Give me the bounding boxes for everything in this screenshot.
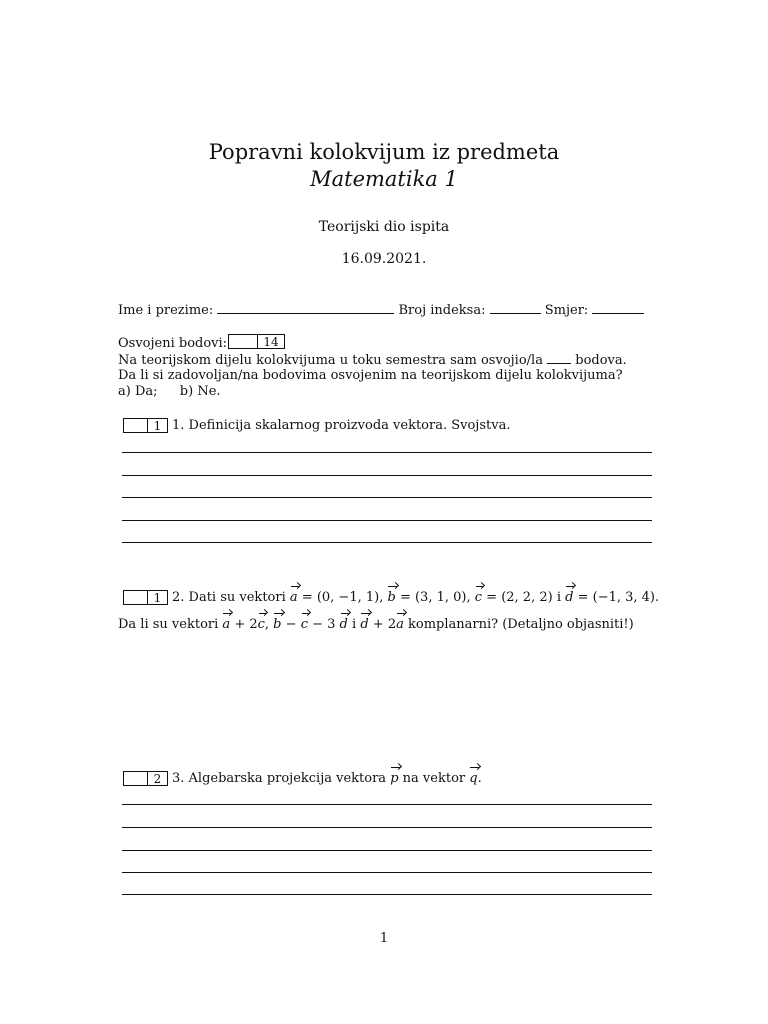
vector-c: c: [300, 617, 308, 632]
operator: −: [285, 617, 297, 632]
exam-title: Popravni kolokvijum iz predmeta: [208, 140, 560, 164]
task3-prefix: 3. Algebarska projekcija vektora: [172, 771, 387, 786]
operator: + 2: [234, 617, 258, 632]
vector-p: p: [390, 771, 399, 786]
course-name: Matematika 1: [310, 167, 458, 191]
exam-date: 16.09.2021.: [341, 251, 427, 267]
earned-points-label: Osvojeni bodovi:: [118, 336, 228, 351]
conjunction: i: [352, 617, 357, 632]
satisfaction-options: [118, 385, 221, 398]
answer-line[interactable]: [122, 452, 652, 453]
task3-mid: na vektor: [402, 771, 466, 786]
vector-b-value: = (3, 1, 0),: [399, 590, 471, 605]
answer-line[interactable]: [122, 827, 652, 828]
task1-points-box: [123, 418, 168, 433]
operator: − 3: [312, 617, 336, 632]
task2-score-field[interactable]: [124, 591, 148, 604]
vector-d: d: [565, 590, 574, 605]
task3-score-field[interactable]: [124, 772, 148, 785]
vector-a: a: [222, 617, 231, 632]
page-number: 1: [379, 931, 389, 946]
answer-line[interactable]: [122, 850, 652, 851]
answer-line[interactable]: [122, 804, 652, 805]
task1-points: 1: [153, 419, 162, 433]
vector-d: d: [339, 617, 348, 632]
name-field[interactable]: [217, 303, 394, 314]
answer-line[interactable]: [122, 542, 652, 543]
task2-points: 1: [153, 591, 162, 605]
earned-points-box: [228, 334, 285, 349]
task1-score-field[interactable]: [124, 419, 148, 432]
index-field[interactable]: [490, 303, 541, 314]
vector-c-value: = (2, 2, 2) i: [486, 590, 561, 605]
operator: + 2: [372, 617, 397, 632]
semester-points-unit: bodova.: [575, 353, 627, 368]
vector-d: d: [360, 617, 369, 632]
task2-points-box: [123, 590, 168, 605]
vector-a: a: [289, 590, 298, 605]
earned-points-max: 14: [263, 335, 279, 349]
task3-points: 2: [153, 772, 162, 786]
semester-points-text: Na teorijskom dijelu kolokvijuma u toku semestra sam osvojio/la: [118, 353, 543, 368]
semester-points-field[interactable]: [547, 353, 571, 364]
task2-question-suffix: komplanarni? (Detaljno objasniti!): [408, 617, 634, 632]
option-b[interactable]: b) Ne.: [179, 384, 221, 399]
exam-part: Teorijski dio ispita: [318, 219, 450, 235]
vector-c: c: [474, 590, 483, 605]
option-a[interactable]: a) Da;: [118, 384, 158, 399]
answer-line[interactable]: [122, 520, 652, 521]
task1-text: 1. Definicija skalarnog proizvoda vektora. Svojstva.: [172, 418, 511, 433]
answer-line[interactable]: [122, 497, 652, 498]
vector-b: b: [273, 617, 282, 632]
satisfaction-question: Da li si zadovoljan/na bodovima osvojenim na teorijskom dijelu kolokvijuma?: [118, 368, 623, 383]
task3-end: .: [477, 771, 482, 786]
index-label: Broj indeksa:: [398, 303, 486, 318]
semester-points-line: [118, 353, 627, 367]
task2-line1: [172, 591, 659, 604]
vector-a: a: [396, 617, 404, 632]
vector-d-value: = (−1, 3, 4).: [577, 590, 660, 605]
task3-text: [172, 772, 482, 785]
student-info-row: [118, 303, 644, 317]
answer-line[interactable]: [122, 872, 652, 873]
vector-c: c: [257, 617, 265, 632]
task3-points-box: [123, 771, 168, 786]
task2-intro: 2. Dati su vektori: [172, 590, 286, 605]
task2-line2: Da li su vektori a + 2c, b − c − 3 d i d + 2a komplanarni? (Detaljno objasniti!): [118, 617, 634, 632]
program-field[interactable]: [592, 303, 644, 314]
earned-points-field[interactable]: [229, 335, 258, 348]
vector-a-value: = (0, −1, 1),: [301, 590, 384, 605]
vector-b: b: [387, 590, 396, 605]
answer-line[interactable]: [122, 894, 652, 895]
vector-q: q: [469, 771, 478, 786]
task2-question-prefix: Da li su vektori: [118, 617, 219, 632]
answer-line[interactable]: [122, 475, 652, 476]
name-label: Ime i prezime:: [118, 303, 214, 318]
program-label: Smjer:: [544, 303, 589, 318]
